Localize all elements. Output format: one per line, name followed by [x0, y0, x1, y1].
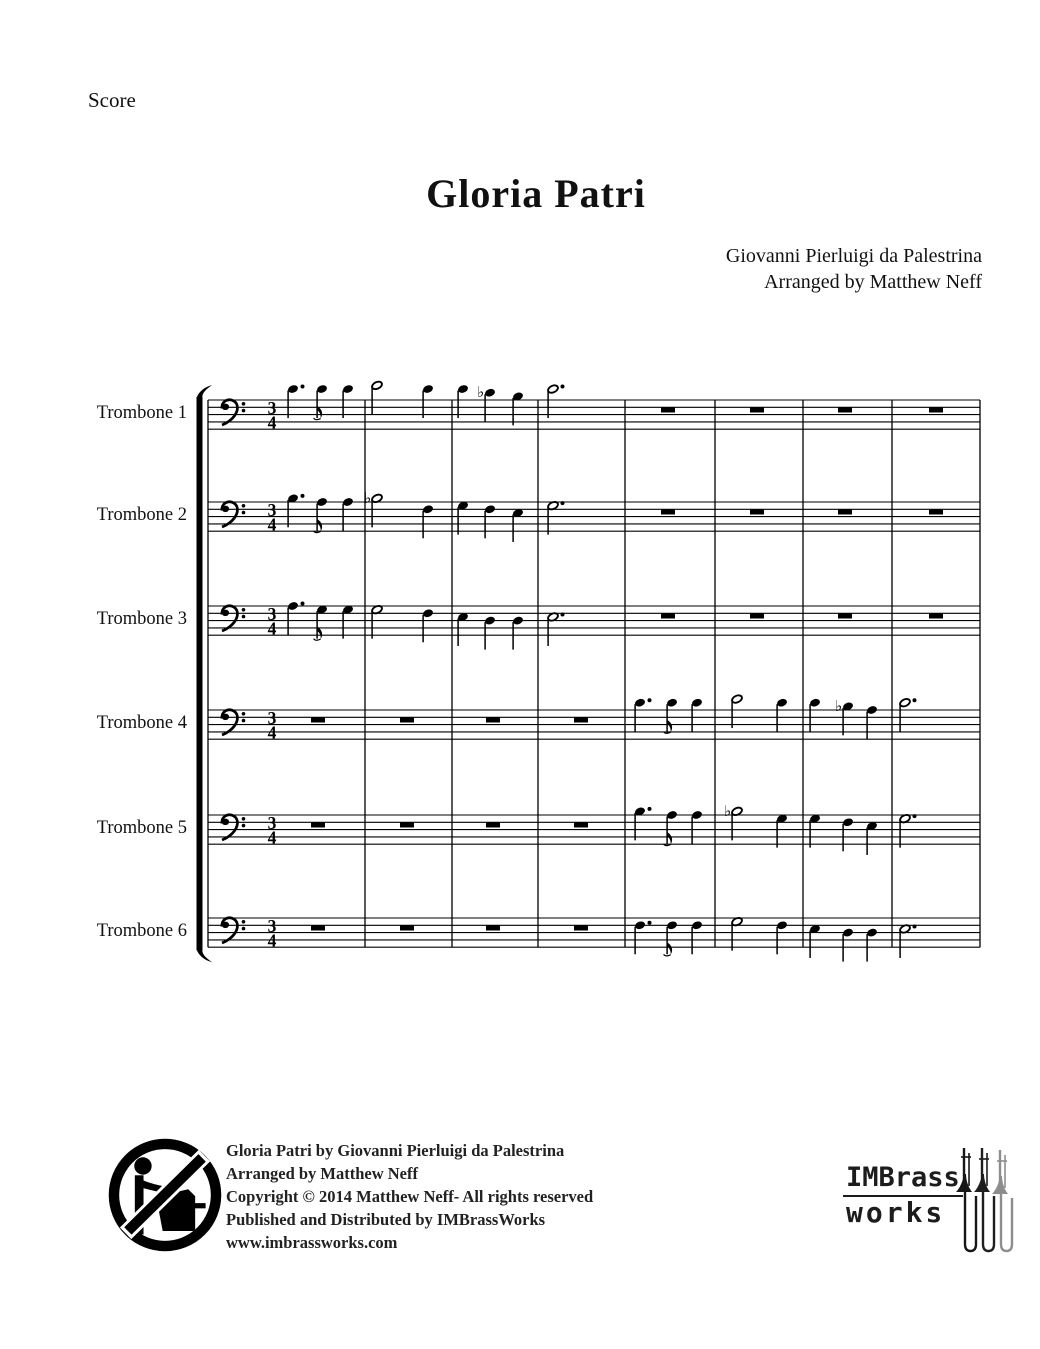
- note-q: [842, 817, 854, 851]
- whole-measure-rest: [574, 717, 588, 722]
- time-signature-denominator: 4: [267, 514, 277, 535]
- note-q: [422, 608, 434, 642]
- note-h: [899, 813, 917, 847]
- note-q: [512, 508, 524, 542]
- note-h: [371, 380, 383, 414]
- trombone-graphic-1: [956, 1148, 976, 1251]
- note-e: [664, 920, 678, 956]
- flat-accidental: ♭: [364, 488, 372, 507]
- note-e: [314, 497, 328, 533]
- note-q: [866, 821, 878, 855]
- staff-2: [208, 489, 980, 542]
- note-q: [866, 705, 878, 739]
- whole-measure-rest: [311, 717, 325, 722]
- note-e: [314, 384, 328, 420]
- time-signature-numerator: 3: [267, 398, 277, 418]
- note-q: [634, 920, 652, 954]
- publisher-logo: [843, 1163, 963, 1229]
- note-q: [457, 384, 469, 418]
- note-q: [634, 806, 652, 840]
- flat-accidental: ♭: [477, 383, 485, 402]
- note-q: [512, 391, 524, 425]
- time-signature-numerator: 3: [267, 708, 277, 728]
- note-q: [342, 605, 354, 639]
- note-h: [371, 604, 383, 638]
- whole-measure-rest: [929, 509, 943, 514]
- footer-text-block: [226, 1139, 593, 1254]
- note-h: [724, 802, 743, 841]
- note-q: [457, 501, 469, 535]
- whole-measure-rest: [400, 925, 414, 930]
- note-q: [809, 698, 821, 732]
- staff-label-trombone-1: Trombone 1: [96, 403, 187, 423]
- note-q: [809, 924, 821, 958]
- note-h: [547, 500, 565, 534]
- logo-text-top: IMBrass: [843, 1163, 963, 1197]
- staff-3: [208, 601, 980, 650]
- note-q: [512, 615, 524, 649]
- staff-6: [208, 916, 980, 962]
- staff-1: [208, 380, 980, 432]
- footer-line-publisher: Published and Distributed by IMBrassWorks: [226, 1210, 546, 1229]
- score-label: Score: [88, 88, 136, 112]
- footer-line-title: Gloria Patri by Giovanni Pierluigi da Palestrina: [226, 1141, 565, 1160]
- whole-measure-rest: [400, 717, 414, 722]
- time-signature-numerator: 3: [267, 500, 277, 520]
- footer-line-arranger: Arranged by Matthew Neff: [226, 1164, 418, 1183]
- time-signature-denominator: 4: [267, 618, 277, 639]
- whole-measure-rest: [486, 925, 500, 930]
- trombones-logo-image: [956, 1146, 1016, 1260]
- whole-measure-rest: [661, 613, 675, 618]
- whole-measure-rest: [838, 407, 852, 412]
- time-signature-denominator: 4: [267, 722, 277, 743]
- note-h: [547, 384, 565, 418]
- whole-measure-rest: [929, 407, 943, 412]
- staff-label-trombone-5: Trombone 5: [96, 818, 187, 838]
- note-h: [731, 694, 743, 728]
- staff-label-trombone-6: Trombone 6: [96, 921, 187, 941]
- flat-accidental: ♭: [724, 801, 732, 820]
- whole-measure-rest: [661, 407, 675, 412]
- note-q: [691, 698, 703, 732]
- note-h: [364, 489, 383, 527]
- staff-label-trombone-2: Trombone 2: [96, 505, 187, 525]
- note-h: [547, 612, 565, 646]
- whole-measure-rest: [661, 509, 675, 514]
- note-q: [457, 612, 469, 646]
- flat-accidental: ♭: [835, 696, 843, 715]
- note-q: [287, 493, 305, 527]
- note-e: [314, 605, 328, 641]
- note-q: [776, 814, 788, 848]
- time-signature-denominator: 4: [267, 412, 277, 433]
- credits-block: [726, 243, 982, 295]
- staff-label-trombone-3: Trombone 3: [96, 609, 187, 629]
- whole-measure-rest: [750, 613, 764, 618]
- note-q: [422, 384, 434, 418]
- note-h: [731, 916, 743, 950]
- whole-measure-rest: [838, 509, 852, 514]
- note-q: [691, 920, 703, 954]
- whole-measure-rest: [400, 822, 414, 827]
- note-q: [842, 927, 854, 961]
- note-q: [634, 698, 652, 732]
- no-photocopy-icon: [107, 1137, 223, 1253]
- whole-measure-rest: [929, 613, 943, 618]
- note-q: [422, 504, 434, 538]
- time-signature-denominator: 4: [267, 827, 277, 848]
- footer-line-website: www.imbrassworks.com: [226, 1233, 398, 1252]
- time-signature-numerator: 3: [267, 916, 277, 936]
- whole-measure-rest: [750, 407, 764, 412]
- arranger-line: Arranged by Matthew Neff: [764, 271, 982, 293]
- note-e: [664, 810, 678, 846]
- note-q: [484, 615, 496, 649]
- barlines: [208, 400, 980, 947]
- note-h: [899, 698, 917, 732]
- system-bracket: [197, 385, 213, 962]
- note-q: [809, 814, 821, 848]
- whole-measure-rest: [311, 925, 325, 930]
- note-q: [776, 920, 788, 954]
- whole-measure-rest: [574, 925, 588, 930]
- whole-measure-rest: [574, 822, 588, 827]
- footer-line-copyright: Copyright © 2014 Matthew Neff- All rights reserved: [226, 1187, 594, 1206]
- staff-5: [208, 802, 980, 855]
- whole-measure-rest: [750, 509, 764, 514]
- time-signature-numerator: 3: [267, 604, 277, 624]
- note-e: [664, 698, 678, 734]
- page-title: Gloria Patri: [426, 171, 646, 216]
- time-signature-numerator: 3: [267, 813, 277, 833]
- logo-text-bottom: works: [846, 1196, 946, 1229]
- note-q: [477, 383, 496, 422]
- staff-label-trombone-4: Trombone 4: [96, 713, 187, 733]
- note-q: [866, 927, 878, 961]
- whole-measure-rest: [838, 613, 852, 618]
- composer-line: Giovanni Pierluigi da Palestrina: [725, 245, 982, 267]
- whole-measure-rest: [486, 822, 500, 827]
- note-q: [342, 497, 354, 531]
- whole-measure-rest: [311, 822, 325, 827]
- note-q: [691, 810, 703, 844]
- time-signature-denominator: 4: [267, 930, 277, 951]
- note-q: [835, 697, 854, 736]
- note-h: [899, 924, 917, 958]
- note-q: [287, 601, 305, 635]
- note-q: [342, 384, 354, 418]
- staff-4: [208, 694, 980, 743]
- note-q: [287, 384, 305, 418]
- note-q: [484, 504, 496, 538]
- note-q: [776, 698, 788, 732]
- whole-measure-rest: [486, 717, 500, 722]
